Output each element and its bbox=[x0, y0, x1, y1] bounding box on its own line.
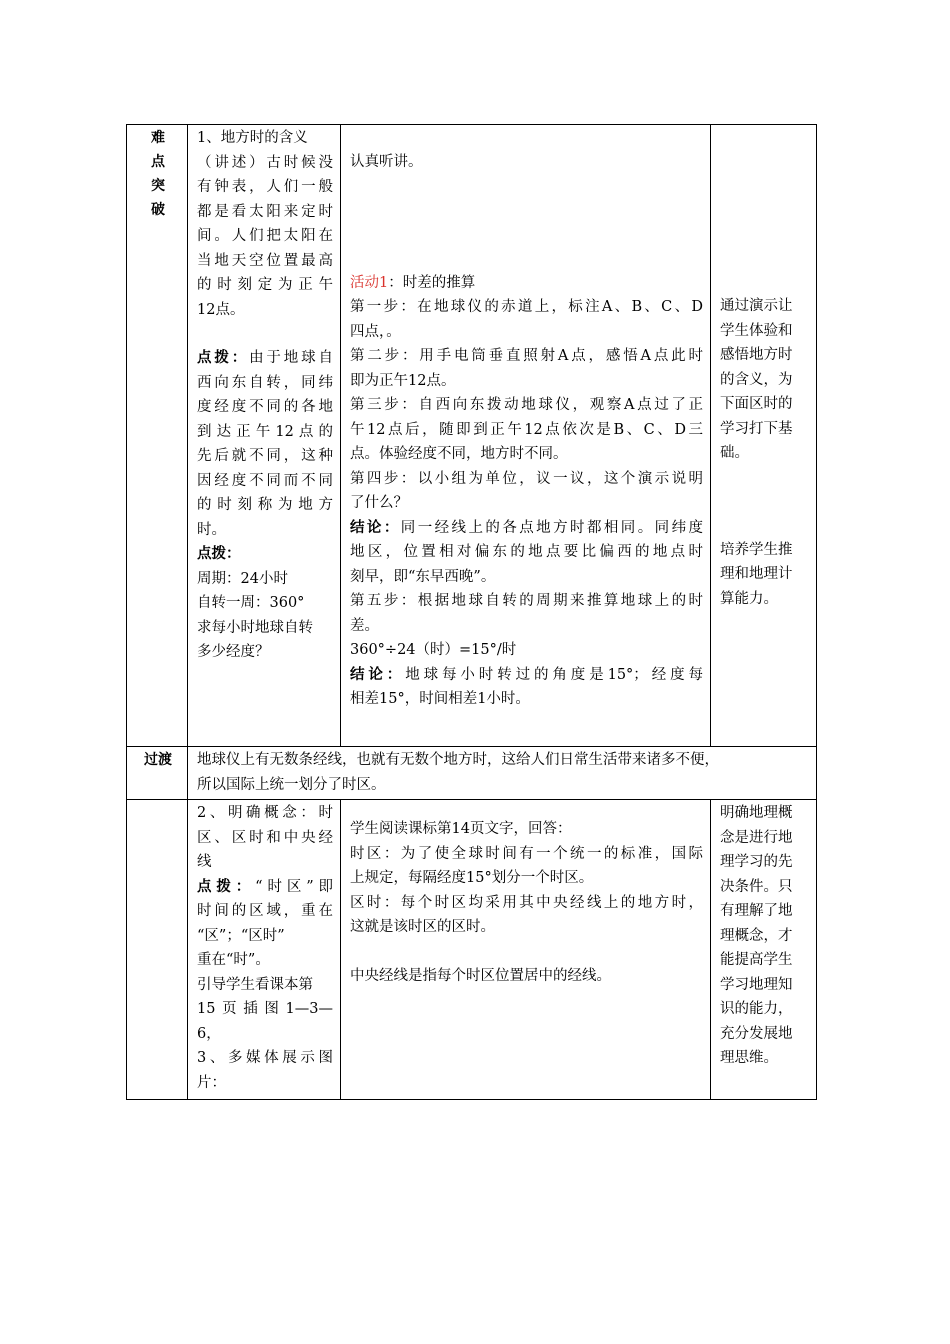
question-line: 多少经度？ bbox=[197, 644, 270, 660]
student-concepts-cell bbox=[341, 800, 711, 1100]
zonetime-line: 这就是该时区的区时。 bbox=[350, 919, 495, 935]
dianbo-line: 的时刻称为地方 bbox=[197, 497, 333, 513]
intro-line: 的时刻定为正午 bbox=[197, 277, 333, 293]
student-activity-cell bbox=[341, 125, 711, 747]
lesson-plan-table bbox=[126, 124, 817, 1100]
step-line: 第四步：以小组为单位，议一议，这个演示说明 bbox=[350, 470, 703, 487]
listen-text: 认真听讲。 bbox=[350, 154, 423, 170]
dianbo-label: 点拨： bbox=[197, 349, 250, 366]
design-intent-cell bbox=[711, 125, 817, 747]
dianbo-line: 点拨：“时区”即 bbox=[197, 877, 334, 895]
intent-line: 理思维。 bbox=[720, 1050, 778, 1066]
dianbo-line: “区”；“区时” bbox=[197, 927, 285, 944]
dianbo-label-2: 点拨： bbox=[197, 545, 241, 562]
intent-line: 学生体验和 bbox=[720, 322, 793, 339]
media-line: 3、多媒体展示图 bbox=[197, 1050, 333, 1066]
row-label-empty bbox=[127, 800, 188, 1100]
activity-heading: 活动1：时差的推算 bbox=[350, 274, 476, 291]
question-line: 求每小时地球自转 bbox=[197, 619, 313, 636]
dianbo-line: 时。 bbox=[197, 521, 226, 538]
intro-line: 有钟表，人们一般 bbox=[197, 179, 333, 195]
guide-line: 引导学生看课本第 bbox=[197, 976, 313, 993]
teacher-concepts-cell bbox=[188, 800, 341, 1100]
formula-line: 360°÷24（时）=15°/时 bbox=[350, 642, 517, 658]
intent-line: 理概念，才 bbox=[720, 927, 793, 944]
dianbo-line: 到达正午12点的 bbox=[197, 423, 333, 440]
row-transition bbox=[127, 747, 817, 800]
step-line: 午12点后，随即到正午12点依次是B、C、D三 bbox=[350, 421, 703, 438]
period-line: 周期：24小时 bbox=[197, 570, 288, 587]
transition-cell bbox=[188, 747, 817, 800]
conclusion-line: 结论：地球每小时转过的角度是15°；经度每 bbox=[350, 665, 703, 683]
dianbo-line: 重在“时”。 bbox=[197, 952, 270, 968]
step-line: 第五步：根据地球自转的周期来推算地球上的时 bbox=[350, 593, 703, 609]
intent-line: 算能力。 bbox=[720, 590, 778, 607]
intro-line: 都是看太阳来定时 bbox=[197, 203, 333, 220]
step-line: 了什么？ bbox=[350, 495, 408, 511]
local-time-heading: 1、地方时的含义 bbox=[197, 130, 308, 146]
reading-prompt: 学生阅读课标第14页文字，回答： bbox=[350, 821, 572, 837]
step-line: 差。 bbox=[350, 617, 379, 634]
intent-line: 下面区时的 bbox=[720, 396, 793, 412]
step-line: 即为正午12点。 bbox=[350, 372, 456, 389]
meridian-line: 中央经线是指每个时区位置居中的经线。 bbox=[350, 967, 611, 984]
conclusion-line: 地区，位置相对偏东的地点要比偏西的地点时 bbox=[350, 544, 703, 560]
row-label-difficulty: 难 点 突 破 bbox=[127, 125, 188, 747]
intro-line: （讲述）古时候没 bbox=[197, 154, 333, 171]
intent-line: 念是进行地 bbox=[720, 829, 793, 846]
dianbo-label-3: 点拨： bbox=[197, 877, 256, 895]
teacher-activity-cell bbox=[188, 125, 341, 747]
zonetime-line: 区时：每个时区均采用其中央经线上的地方时， bbox=[350, 894, 703, 911]
intent-line: 理学习的先 bbox=[720, 854, 793, 870]
intro-line: 间。人们把太阳在 bbox=[197, 228, 333, 244]
intent-line: 的含义，为 bbox=[720, 371, 793, 388]
guide-line: 15页插图1—3— bbox=[197, 1001, 333, 1017]
intent-line: 有理解了地 bbox=[720, 903, 793, 919]
intent-line: 充分发展地 bbox=[720, 1025, 793, 1042]
intent-line: 决条件。只 bbox=[720, 878, 793, 895]
step-line: 第三步：自西向东拨动地球仪，观察A点过了正 bbox=[350, 397, 703, 413]
dianbo-line: 西向东自转，同纬 bbox=[197, 374, 333, 391]
row-concepts bbox=[127, 800, 817, 1100]
media-line: 片： bbox=[197, 1074, 226, 1091]
concept-heading-line: 线 bbox=[197, 854, 212, 870]
intent-line: 理和地理计 bbox=[720, 566, 793, 582]
conclusion-line: 相差15°，时间相差1小时。 bbox=[350, 691, 530, 707]
intent-line: 培养学生推 bbox=[720, 541, 793, 558]
intent-line: 础。 bbox=[720, 445, 749, 461]
intro-line: 当地天空位置最高 bbox=[197, 252, 333, 269]
step-line: 点。体验经度不同，地方时不同。 bbox=[350, 446, 568, 462]
dianbo-line: 时间的区域，重在 bbox=[197, 903, 333, 919]
row-label-transition: 过渡 bbox=[127, 747, 188, 800]
intent-line: 通过演示让 bbox=[720, 298, 793, 314]
dianbo-line: 因经度不同而不同 bbox=[197, 472, 333, 489]
dianbo-line: 先后就不同，这种 bbox=[197, 448, 333, 464]
concept-heading-line: 区、区时和中央经 bbox=[197, 829, 333, 846]
intent-line: 明确地理概 bbox=[720, 805, 793, 821]
guide-line: 6， bbox=[197, 1025, 221, 1042]
zone-line: 时区：为了使全球时间有一个统一的标准，国际 bbox=[350, 845, 703, 862]
concept-heading-line: 2、明确概念：时 bbox=[197, 805, 333, 821]
dianbo-line: 点拨：由于地球自 bbox=[197, 349, 334, 366]
transition-line: 地球仪上有无数条经线，也就有无数个地方时，这给人们日常生活带来诸多不便， bbox=[197, 752, 719, 768]
dianbo-line: 度经度不同的各地 bbox=[197, 399, 333, 415]
zone-line: 上规定，每隔经度15°划分一个时区。 bbox=[350, 870, 594, 886]
conclusion-label-2: 结论： bbox=[350, 665, 406, 683]
transition-line: 所以国际上统一划分了时区。 bbox=[197, 776, 386, 793]
intent-line: 学习打下基 bbox=[720, 420, 793, 437]
step-line: 四点，。 bbox=[350, 323, 401, 340]
intro-line: 12点。 bbox=[197, 301, 245, 318]
intent-line: 学习地理知 bbox=[720, 976, 793, 993]
intent-line: 能提高学生 bbox=[720, 952, 793, 968]
activity-label: 活动1 bbox=[350, 274, 389, 291]
conclusion-label: 结论： bbox=[350, 518, 401, 536]
design-intent-concepts-cell bbox=[711, 800, 817, 1100]
step-line: 第一步：在地球仪的赤道上，标注A、B、C、D bbox=[350, 299, 703, 315]
intent-line: 感悟地方时 bbox=[720, 347, 793, 363]
intent-line: 识的能力， bbox=[720, 1001, 793, 1017]
conclusion-line: 结论：同一经线上的各点地方时都相同。同纬度 bbox=[350, 518, 704, 536]
step-line: 第二步：用手电筒垂直照射A点，感悟A点此时 bbox=[350, 348, 703, 364]
rotation-line: 自转一周：360° bbox=[197, 595, 305, 611]
conclusion-line: 刻早，即“东早西晚”。 bbox=[350, 568, 496, 585]
row-difficulty bbox=[127, 125, 817, 747]
